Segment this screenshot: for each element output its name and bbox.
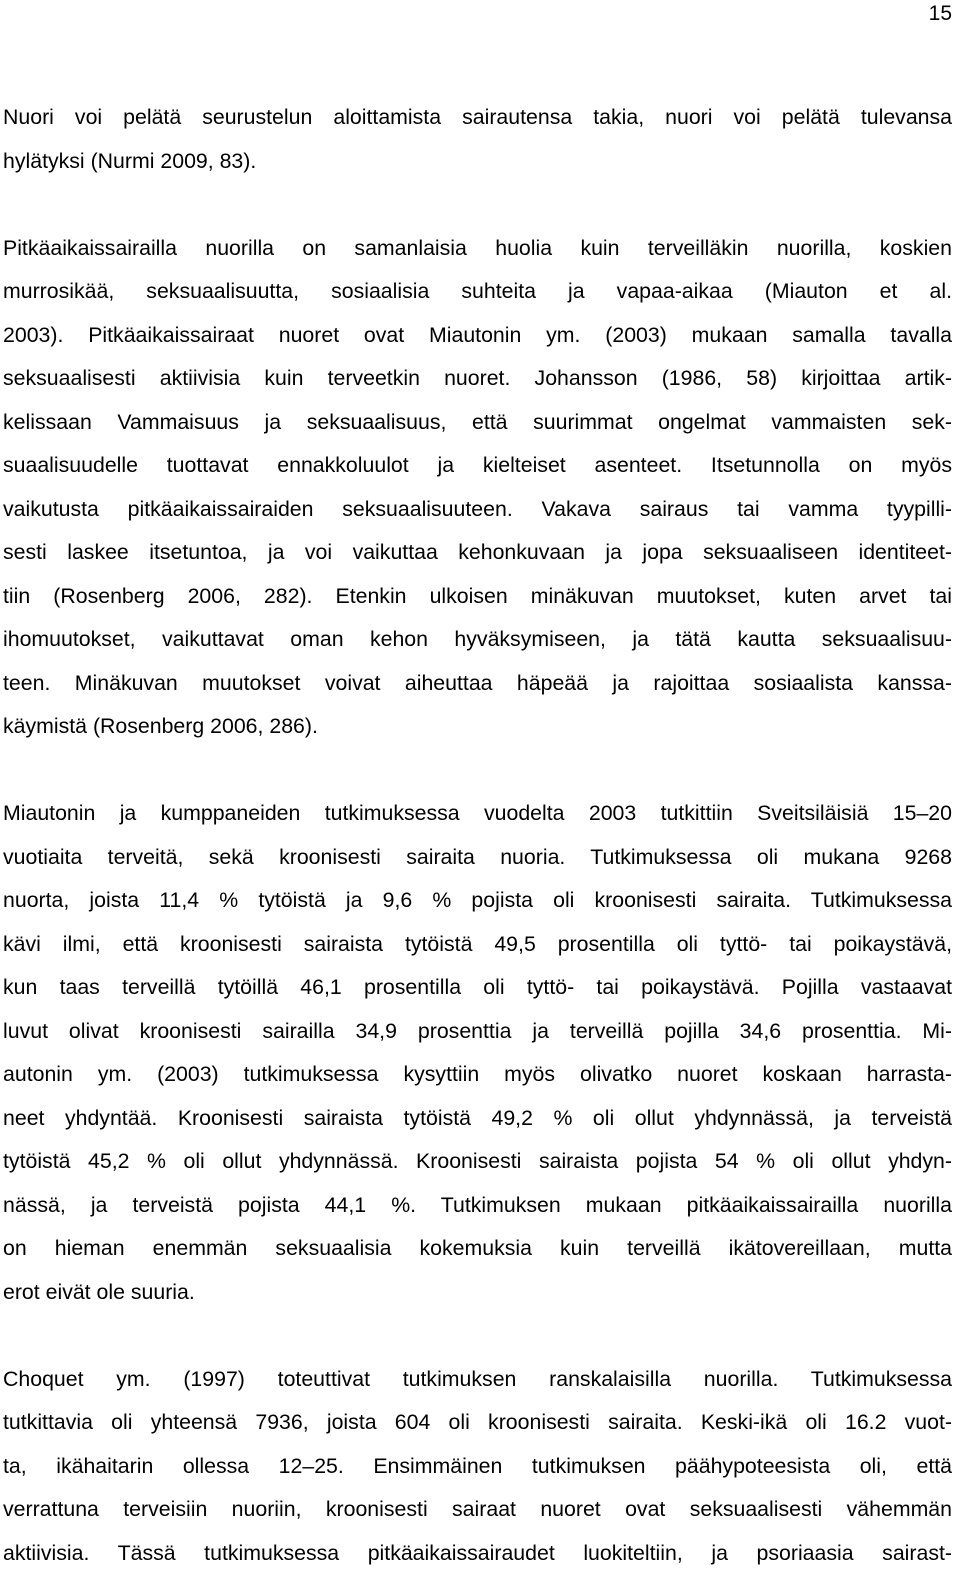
- paragraph-4: [3, 1358, 952, 1576]
- text-line: seksuaalisesti aktiivisia kuin terveetkin nuoret. Johansson (1986, 58) kirjoittaa artik-: [3, 366, 952, 390]
- text-line: tutkittavia oli yhteensä 7936, joista 604 oli kroonisesti sairaita. Keski-ikä oli 16.2 vuot-: [3, 1410, 952, 1434]
- text-line: sesti laskee itsetuntoa, ja voi vaikuttaa kehonkuvaan ja jopa seksuaaliseen identiteet-: [3, 540, 952, 564]
- text-line: ta, ikähaitarin ollessa 12–25. Ensimmäinen tutkimuksen päähypoteesista oli, että: [3, 1453, 952, 1478]
- text-line: hylätyksi (Nurmi 2009, 83).: [3, 148, 257, 173]
- text-line: ihomuutokset, vaikuttavat oman kehon hyväksymiseen, ja tätä kautta seksuaalisuu-: [3, 627, 952, 651]
- text-line: neet yhdyntää. Kroonisesti sairaista tytöistä 49,2 % oli ollut yhdynnässä, ja terveistä: [3, 1105, 952, 1130]
- text-line: vuotiaita terveitä, sekä kroonisesti sairaita nuoria. Tutkimuksessa oli mukana 9268: [3, 844, 952, 869]
- text-line: kävi ilmi, että kroonisesti sairaista tytöistä 49,5 prosentilla oli tyttö- tai poikaystävä,: [3, 931, 952, 956]
- text-line: teen. Minäkuvan muutokset voivat aiheuttaa häpeää ja rajoittaa sosiaalista kanssa-: [3, 670, 952, 695]
- text-line: suaalisuudelle tuottavat ennakkoluulot ja kielteiset asenteet. Itsetunnolla on myös: [3, 453, 952, 477]
- text-line: verrattuna terveisiin nuoriin, kroonisesti sairaat nuoret ovat seksuaalisesti vähemmän: [3, 1497, 952, 1521]
- text-line: tiin (Rosenberg 2006, 282). Etenkin ulkoisen minäkuvan muutokset, kuten arvet tai: [3, 583, 952, 608]
- text-line: kun taas terveillä tytöillä 46,1 prosentilla oli tyttö- tai poikaystävä. Pojilla vastaavat: [3, 975, 952, 999]
- text-line: murrosikää, seksuaalisuutta, sosiaalisia suhteita ja vapaa-aikaa (Miauton et al.: [3, 279, 952, 303]
- text-line: erot eivät ole suuria.: [3, 1279, 195, 1304]
- paragraph-2: [3, 227, 952, 749]
- text-line: tytöistä 45,2 % oli ollut yhdynnässä. Kroonisesti sairaista pojista 54 % oli ollut yhdyn-: [3, 1149, 952, 1173]
- text-line: aktiivisia. Tässä tutkimuksessa pitkäaikaissairaudet luokiteltiin, ja psoriaasia sairast-: [3, 1540, 952, 1565]
- text-line: 2003). Pitkäaikaissairaat nuoret ovat Miautonin ym. (2003) mukaan samalla tavalla: [3, 322, 952, 347]
- text-line: käymistä (Rosenberg 2006, 286).: [3, 714, 318, 738]
- text-line: Choquet ym. (1997) toteuttivat tutkimuksen ranskalaisilla nuorilla. Tutkimuksessa: [3, 1366, 952, 1391]
- text-line: vaikutusta pitkäaikaissairaiden seksuaalisuuteen. Vakava sairaus tai vamma tyypilli-: [3, 496, 952, 521]
- paragraph-spacer: [3, 749, 952, 793]
- paragraph-1: [3, 96, 952, 183]
- text-line: on hieman enemmän seksuaalisia kokemuksia kuin terveillä ikätovereillaan, mutta: [3, 1236, 952, 1260]
- text-line: Nuori voi pelätä seurustelun aloittamista sairautensa takia, nuori voi pelätä tulevansa: [3, 105, 952, 129]
- text-line: Miautonin ja kumppaneiden tutkimuksessa vuodelta 2003 tutkittiin Sveitsiläisiä 15–20: [3, 801, 952, 825]
- text-line: nuorta, joista 11,4 % tytöistä ja 9,6 % pojista oli kroonisesti sairaita. Tutkimuksessa: [3, 888, 952, 912]
- paragraph-spacer: [3, 1314, 952, 1358]
- text-line: nässä, ja terveistä pojista 44,1 %. Tutkimuksen mukaan pitkäaikaissairailla nuorilla: [3, 1192, 952, 1217]
- text-line: Pitkäaikaissairailla nuorilla on samanlaisia huolia kuin terveilläkin nuorilla, koskien: [3, 235, 952, 260]
- text-line: kelissaan Vammaisuus ja seksuaalisuus, että suurimmat ongelmat vammaisten sek-: [3, 409, 952, 434]
- page-number: 15: [928, 2, 952, 25]
- paragraph-spacer: [3, 183, 952, 227]
- document-body: [3, 96, 952, 1575]
- paragraph-3: [3, 792, 952, 1314]
- text-line: autonin ym. (2003) tutkimuksessa kysyttiin myös olivatko nuoret koskaan harrasta-: [3, 1062, 952, 1086]
- text-line: luvut olivat kroonisesti sairailla 34,9 prosenttia ja terveillä pojilla 34,6 prosenttia. Mi-: [3, 1018, 952, 1043]
